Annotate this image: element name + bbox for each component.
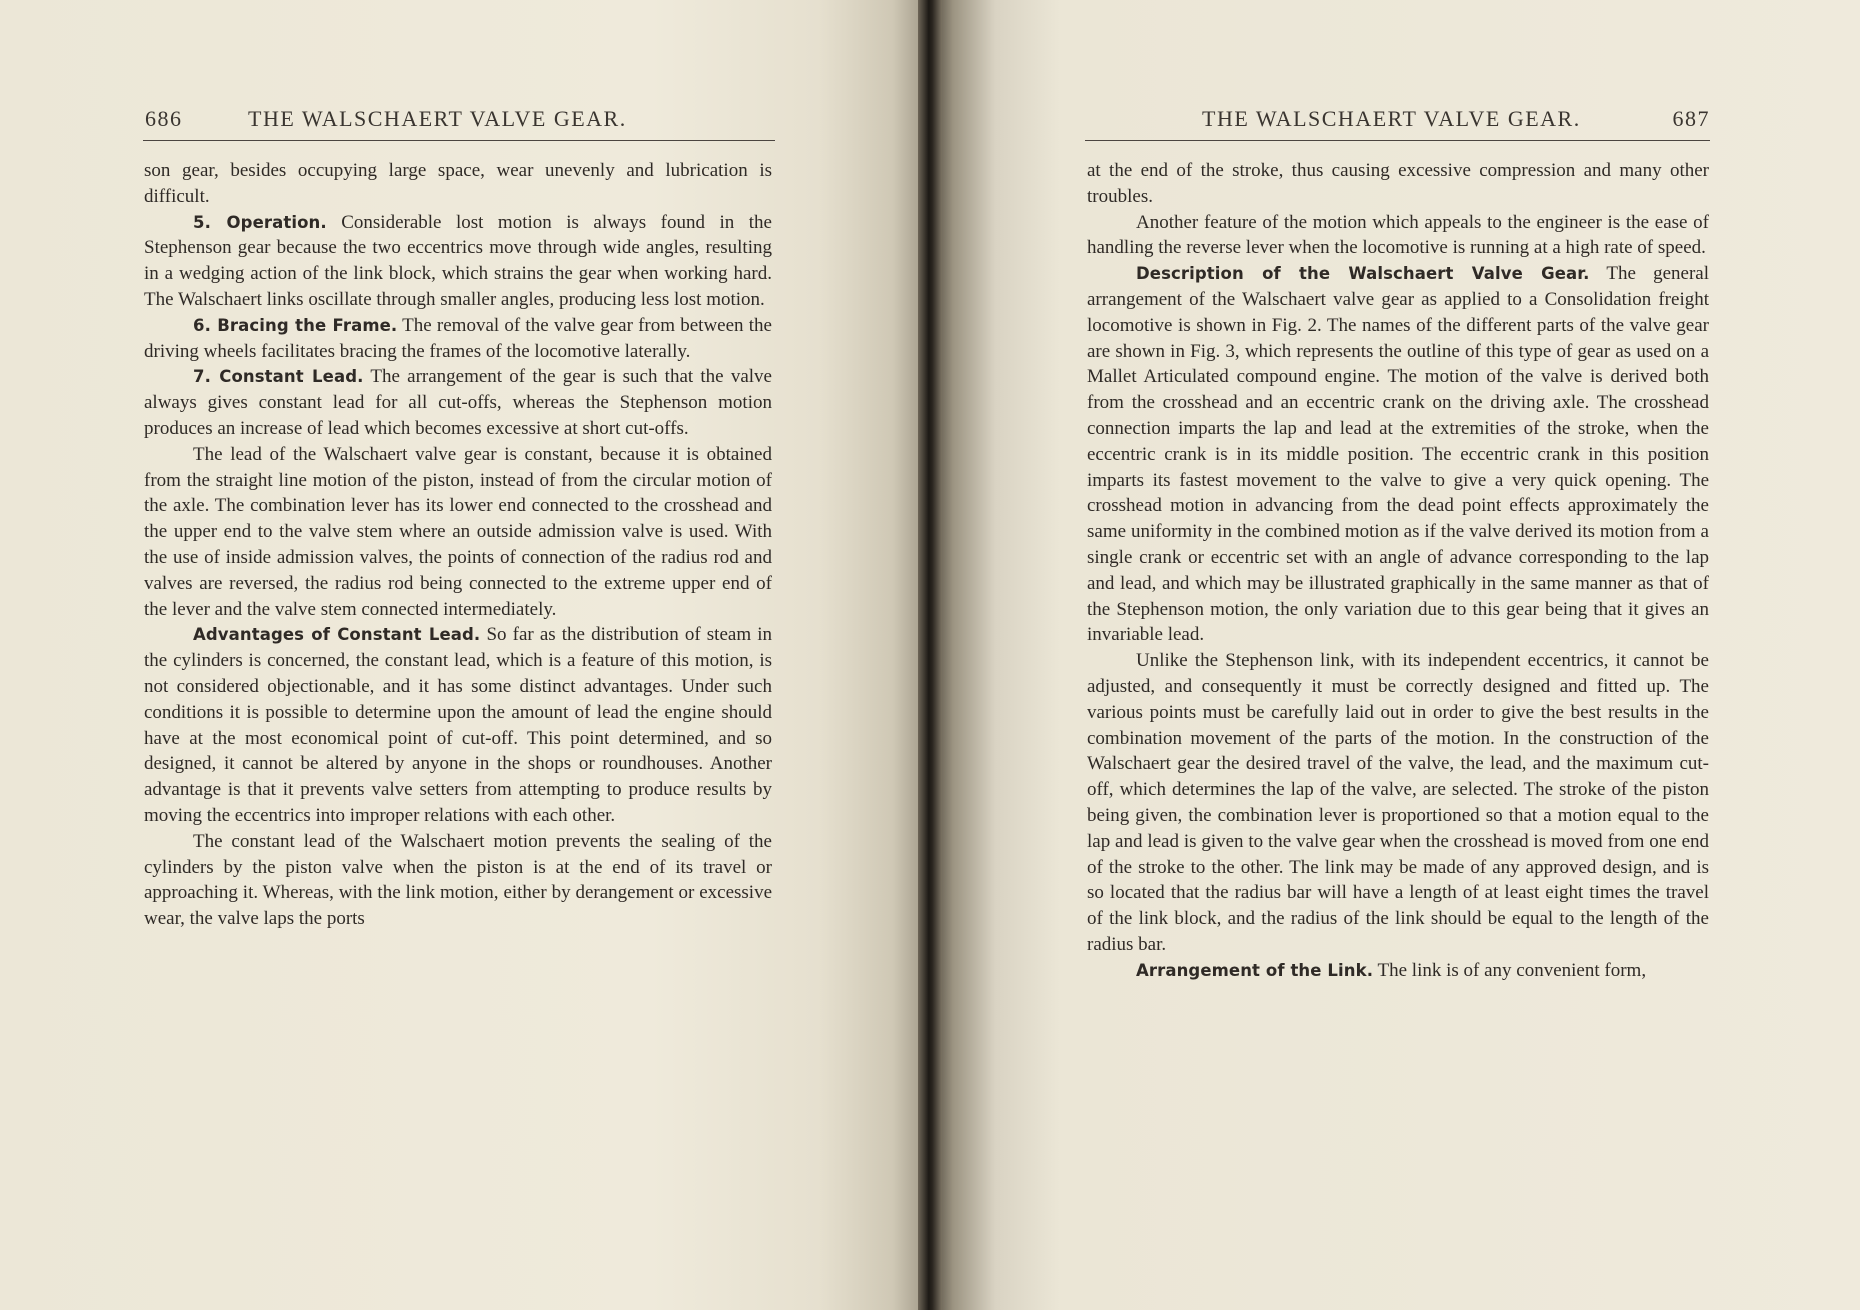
paragraph-text: son gear, besides occupying large space, wear unevenly and lubrication is difficult.: [144, 160, 772, 207]
right-page: [930, 0, 1860, 1310]
paragraph-text: at the end of the stroke, thus causing excessive compression and many other troubles.: [1087, 160, 1709, 207]
paragraph: [144, 829, 772, 932]
paragraph: [144, 364, 772, 441]
section-heading-description-of-the-walschaert-valve-gear: Description of the Walschaert Valve Gear.: [1136, 264, 1590, 284]
paragraph: [1087, 648, 1709, 958]
paragraph: [1087, 958, 1709, 984]
paragraph: [144, 158, 772, 210]
paragraph: [144, 442, 772, 623]
right-body-text: [1087, 158, 1709, 984]
paragraph-text: The removal of the valve gear from between the driving wheels facilitates bracing the frames of the locomotive laterally.: [144, 314, 772, 362]
left-running-head: [145, 106, 775, 136]
paragraph: [1087, 261, 1709, 648]
paragraph-text: Considerable lost motion is always found in the Stephenson gear because the two eccentrics move through wide angles, resulting in a wedging action of the link block, which strains the gear when working hard. The Walschaert links oscillate through smaller angles, producing less lost motion.: [144, 211, 772, 310]
right-running-head: [1085, 106, 1710, 136]
paragraph-text: The link is of any convenient form,: [1377, 959, 1647, 981]
book-gutter: [918, 0, 942, 1310]
paragraph-text: The arrangement of the gear is such that the valve always gives constant lead for all cut-offs, whereas the Stephenson motion produces an increase of lead which becomes excessive at short cut-offs.: [144, 366, 772, 439]
paragraph-text: The lead of the Walschaert valve gear is constant, because it is obtained from the straight line motion of the piston, instead of from the circular motion of the axle. The combination lever has its lower end connected to the crosshead and the upper end to the valve stem where an outside admission valve is used. With the use of inside admission valves, the points of connection of the radius rod and valves are reversed, the radius rod being connected to the extreme upper end of the lever and the valve stem connected intermediately.: [144, 443, 772, 620]
section-heading-advantages-of-constant-lead: Advantages of Constant Lead.: [193, 625, 481, 645]
paragraph: [1087, 210, 1709, 262]
paragraph: [144, 210, 772, 313]
paragraph-text: Another feature of the motion which appeals to the engineer is the ease of handling the reverse lever when the locomotive is running at a high rate of speed.: [1087, 211, 1709, 259]
left-body-text: [144, 158, 772, 932]
section-heading-bracing-the-frame: 6. Bracing the Frame.: [193, 315, 398, 335]
paragraph-text: The constant lead of the Walschaert motion prevents the sealing of the cylinders by the piston valve when the piston is at the end of its travel or approaching it. Whereas, with the link motion, either by derangement or excessive wear, the valve laps the ports: [144, 830, 772, 930]
paragraph-text: Unlike the Stephenson link, with its independent eccentrics, it cannot be adjusted, and consequently it must be correctly designed and fitted up. The various points must be carefully laid out in order to give the best results in the combination movement of the parts of the motion. In the construction of the Walschaert gear the desired travel of the valve, the lead, and the maximum cut-off, which determines the lap of the valve, are selected. The stroke of the piston being given, the combination lever is proportioned so that a motion equal to the lap and lead is given to the valve gear when the crosshead is moved from one end of the stroke to the other. The link may be made of any approved design, and is so located that the radius bar will have a length of at least eight times the travel of the link block, and the radius of the link should be equal to the length of the radius bar.: [1087, 650, 1709, 955]
paragraph-text: The general arrangement of the Walschaert valve gear as applied to a Consolidation freight locomotive is shown in Fig. 2. The names of the different parts of the valve gear are shown in Fig. 3, which represents the outline of this type of gear as used on a Mallet Articulated compound engine. The motion of the valve is derived both from the crosshead and an eccentric crank on the driving axle. The crosshead connection imparts the lap and lead at the extremities of the stroke, when the eccentric crank is in its middle position. The eccentric crank in this position imparts its fastest movement to the valve to give a very quick opening. The crosshead motion in advancing from the dead point effects approximately the same uniformity in the combined motion as if the valve derived its motion from a single crank or eccentric set with an angle of advance corresponding to the lap and lead, and which may be illustrated graphically in the same manner as that of the Stephenson motion, the only variation due to this gear being that it gives an invariable lead.: [1087, 263, 1709, 646]
left-page-number: 686: [145, 106, 183, 131]
paragraph: [1087, 158, 1709, 210]
right-running-title: THE WALSCHAERT VALVE GEAR.: [1202, 106, 1581, 131]
paragraph-text: So far as the distribution of steam in the cylinders is concerned, the constant lead, which is a feature of this motion, is not considered objectionable, and it has some distinct advantages. Under such conditions it is possible to determine upon the amount of lead the engine should have at the most economical point of cut-off. This point determined, and so designed, it cannot be altered by anyone in the shops or roundhouses. Another advantage is that it prevents valve setters from attempting to produce results by moving the eccentrics into improper relations with each other.: [144, 624, 773, 826]
right-page-number: 687: [1672, 106, 1710, 131]
left-running-title: THE WALSCHAERT VALVE GEAR.: [248, 106, 627, 131]
paragraph: [144, 313, 772, 365]
left-header-rule: [143, 140, 775, 141]
right-header-rule: [1085, 140, 1710, 141]
section-heading-arrangement-of-the-link: Arrangement of the Link.: [1136, 960, 1374, 980]
section-heading-constant-lead: 7. Constant Lead.: [193, 367, 364, 387]
paragraph: [144, 622, 772, 828]
section-heading-operation: 5. Operation.: [193, 212, 327, 232]
